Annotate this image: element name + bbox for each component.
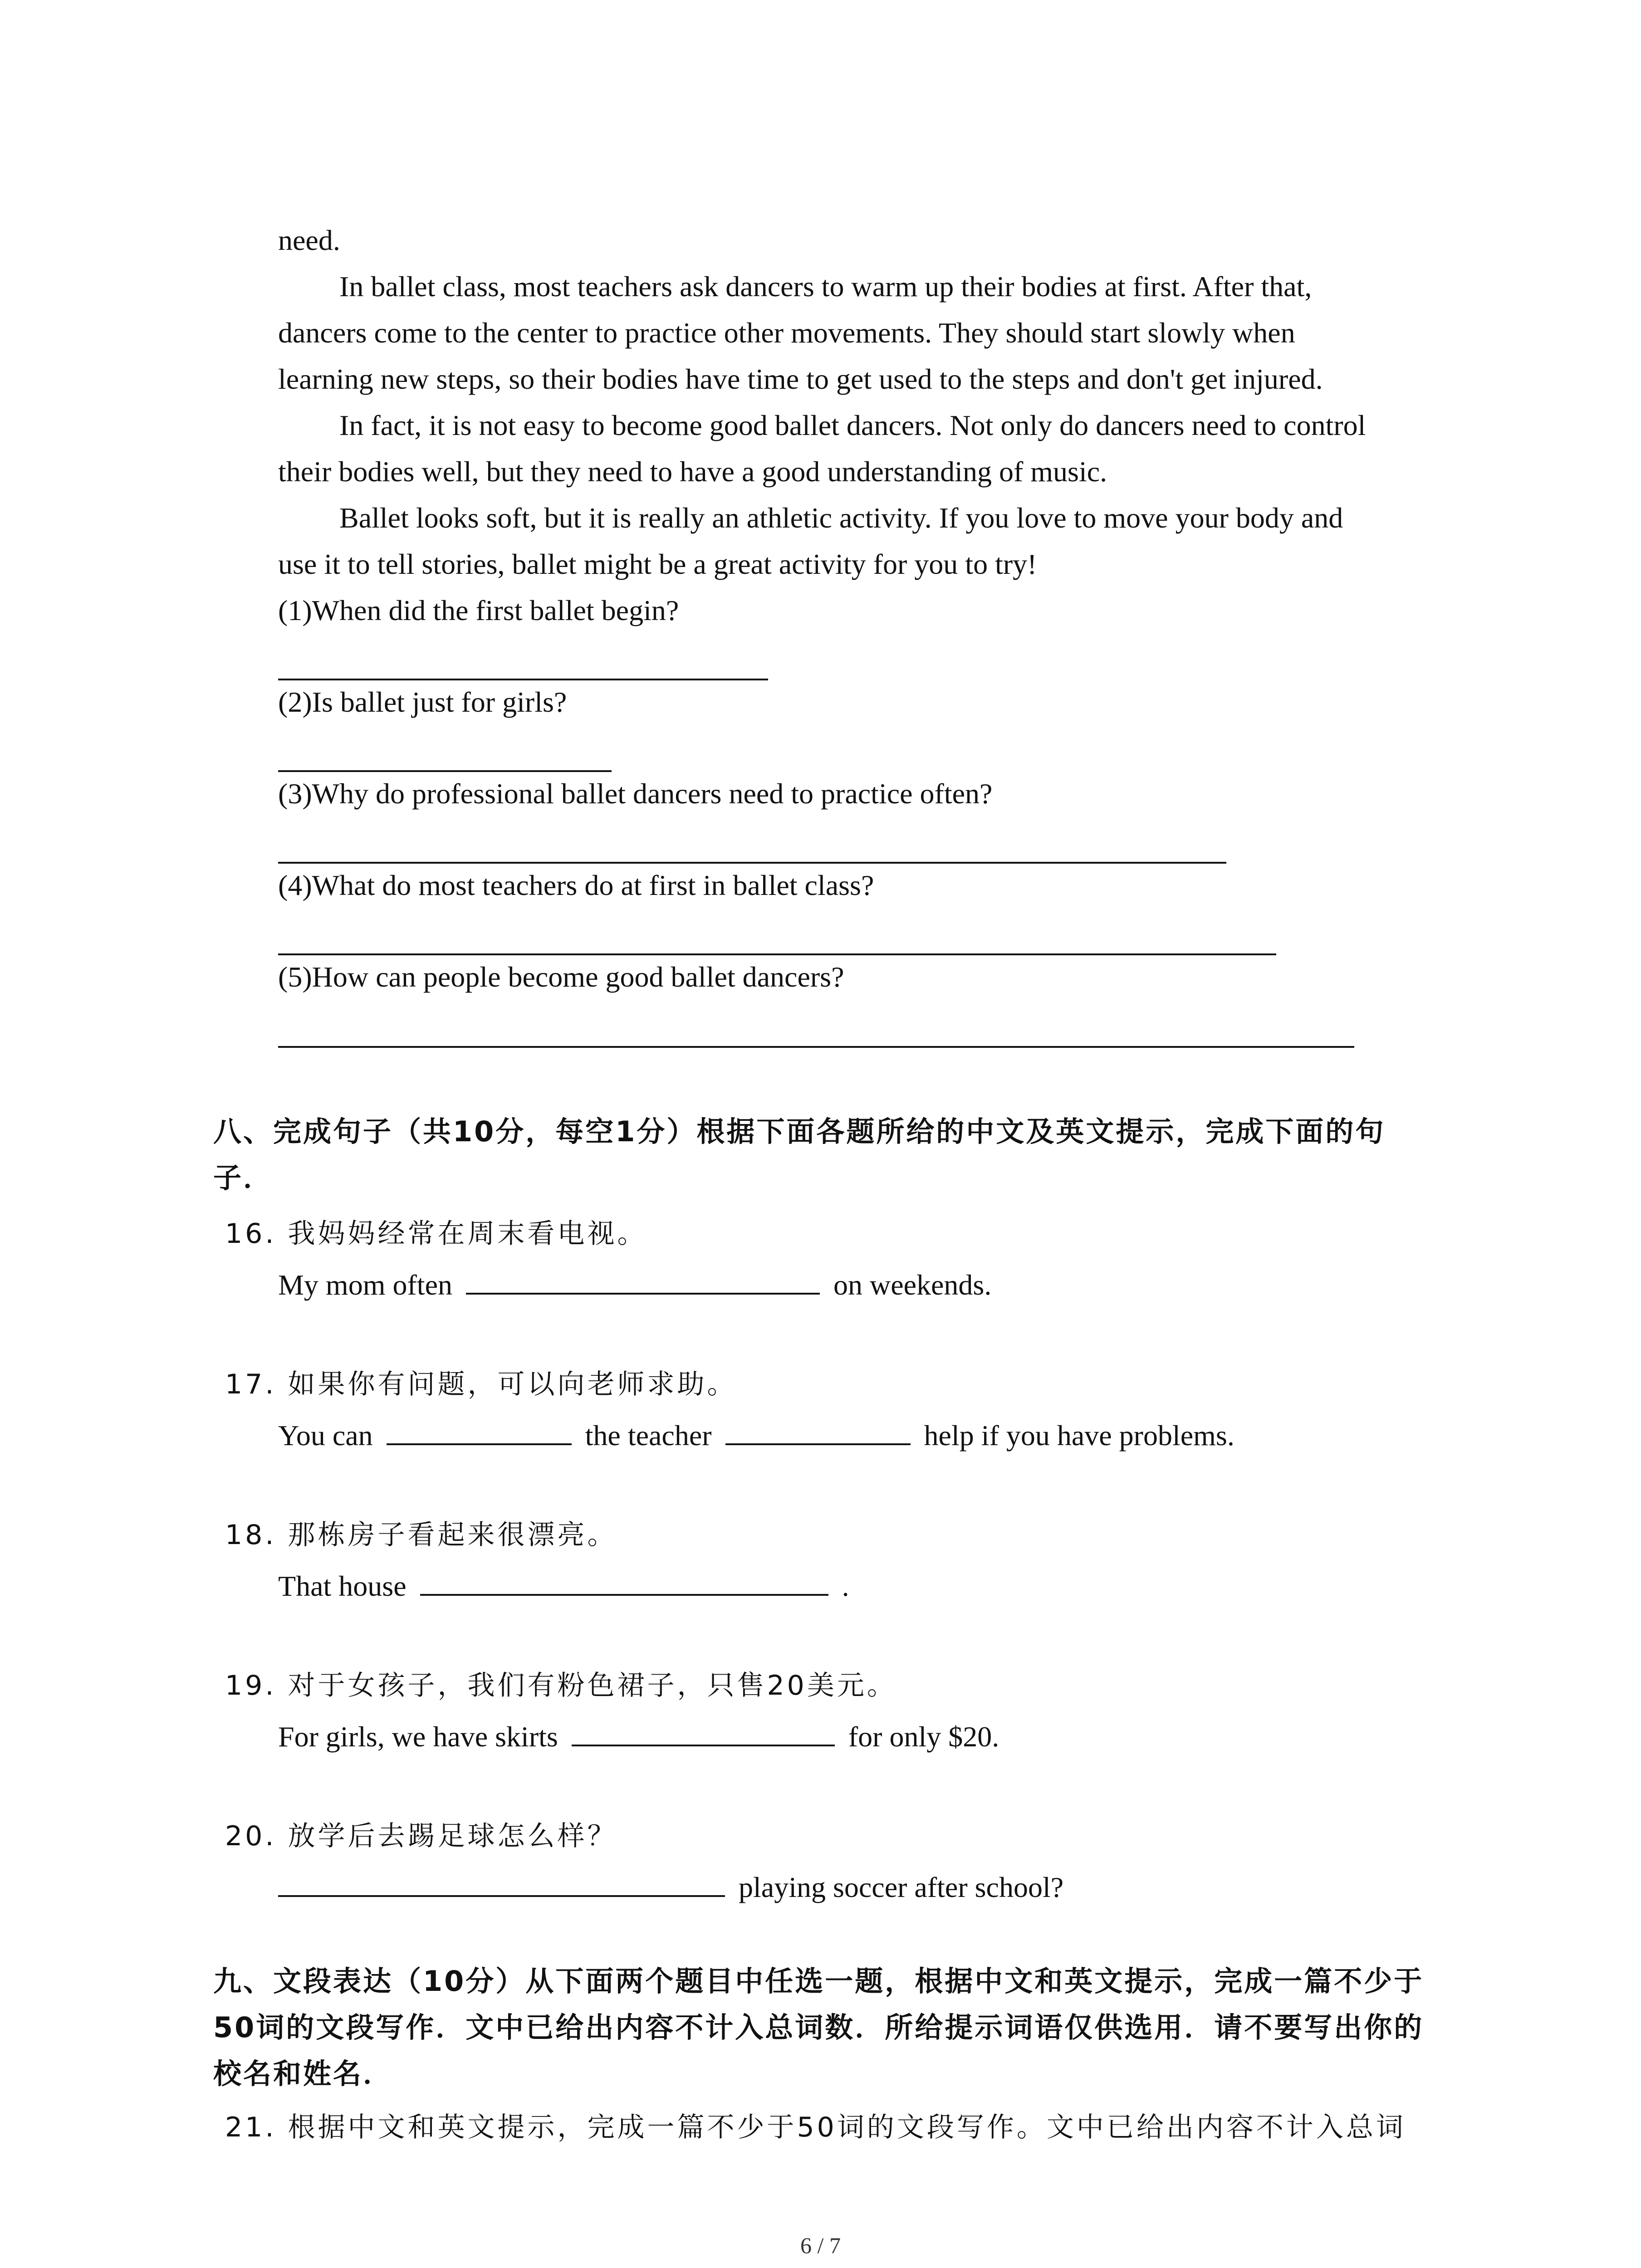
item-20-text-b: playing soccer after school? [739,1871,1064,1903]
item-17-text-a: You can [278,1419,373,1452]
item-16-blank[interactable] [466,1266,820,1295]
passage-line: In ballet class, most teachers ask dancers to warm up their bodies at first. After that, [339,270,1312,303]
item-17-text-c: help if you have problems. [924,1419,1234,1452]
item-19-blank[interactable] [572,1718,835,1746]
item-17-blank-2[interactable] [725,1417,911,1445]
section-8-heading-cont: 子． [213,1161,274,1194]
section-9-heading-cont: 校名和姓名． [213,2057,393,2090]
item-16-english [278,1266,991,1303]
item-17-english [278,1417,1234,1454]
item-19-english [278,1718,999,1755]
page-number: 6 / 7 [800,2233,841,2258]
item-16-chinese: 16. 我妈妈经常在周末看电视。 [225,1218,647,1250]
item-16-text-a: My mom often [278,1269,452,1301]
section-8-heading: 八、完成句子（共10分，每空1分）根据下面各题所给的中文及英文提示，完成下面的句 [213,1115,1386,1148]
item-21-chinese: 21. 根据中文和英文提示，完成一篇不少于50词的文段写作。文中已给出内容不计入总词 [225,2112,1406,2143]
answer-line-3[interactable] [278,862,1226,864]
item-16-text-b: on weekends. [833,1269,992,1301]
item-19-text-b: for only $20. [848,1721,999,1753]
item-20-english [278,1869,1063,1906]
item-18-blank[interactable] [420,1568,828,1596]
question-2: (2)Is ballet just for girls? [278,686,567,718]
item-18-text-b: . [842,1570,849,1602]
item-19-text-a: For girls, we have skirts [278,1721,558,1753]
item-18-text-a: That house [278,1570,407,1602]
passage-line: dancers come to the center to practice other movements. They should start slowly when [278,317,1295,349]
section-9-heading-cont: 50词的文段写作．文中已给出内容不计入总词数．所给提示词语仅供选用．请不要写出你的 [213,2011,1424,2044]
item-17-blank-1[interactable] [387,1417,572,1445]
question-5: (5)How can people become good ballet dancers? [278,961,844,993]
question-3: (3)Why do professional ballet dancers need to practice often? [278,777,993,810]
item-17-text-b: the teacher [585,1419,712,1452]
answer-line-2[interactable] [278,770,612,772]
passage-line: learning new steps, so their bodies have time to get used to the steps and don't get injured. [278,363,1323,395]
passage-line: their bodies well, but they need to have a good understanding of music. [278,455,1107,488]
item-18-chinese: 18. 那栋房子看起来很漂亮。 [225,1519,617,1551]
passage-line: Ballet looks soft, but it is really an athletic activity. If you love to move your body and [339,502,1343,534]
answer-line-5[interactable] [278,1046,1354,1048]
item-17-chinese: 17. 如果你有问题，可以向老师求助。 [225,1369,737,1400]
item-19-chinese: 19. 对于女孩子，我们有粉色裙子，只售20美元。 [225,1670,897,1701]
section-9-heading: 九、文段表达（10分）从下面两个题目中任选一题，根据中文和英文提示，完成一篇不少于 [213,1965,1424,1998]
question-4: (4)What do most teachers do at first in ballet class? [278,869,874,901]
item-18-english [278,1568,849,1604]
item-20-blank[interactable] [278,1869,725,1897]
answer-line-1[interactable] [278,679,768,680]
passage-line: In fact, it is not easy to become good ballet dancers. Not only do dancers need to control [339,409,1366,441]
passage-line: need. [278,224,340,256]
question-1: (1)When did the first ballet begin? [278,594,679,626]
answer-line-4[interactable] [278,953,1276,955]
passage-line: use it to tell stories, ballet might be a great activity for you to try! [278,548,1037,580]
item-20-chinese: 20. 放学后去踢足球怎么样？ [225,1820,617,1852]
